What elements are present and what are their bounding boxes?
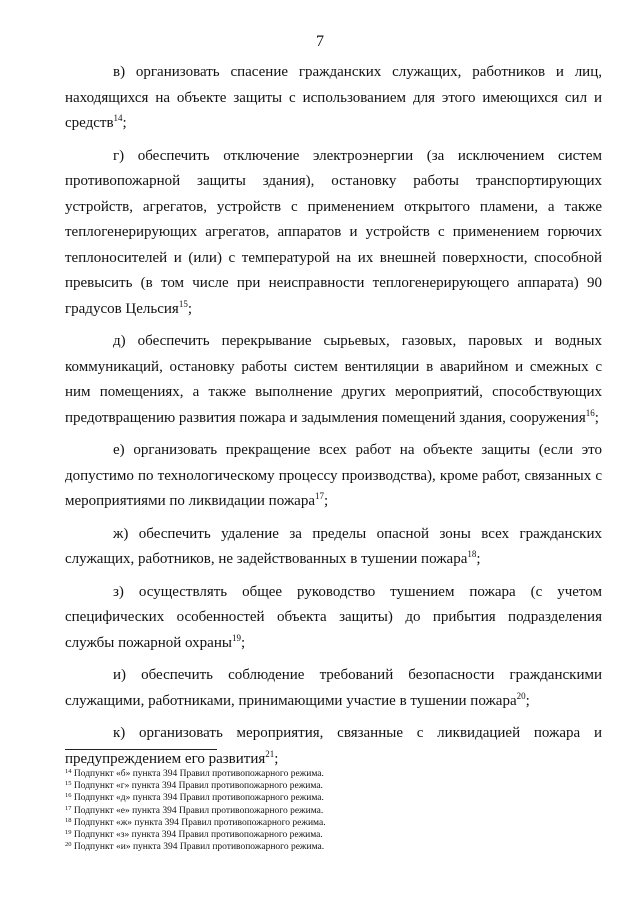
footnote: [65, 805, 602, 817]
paragraph-e: [65, 438, 602, 515]
body-text: [65, 60, 602, 779]
paragraph-text: д) обеспечить перекрывание сырьевых, газовых, паровых и водных коммуникаций, остановку работы систем вентиляции в аварийном и смежных с ним помещениях, а также выполнение других мероприятий, способствующих предотвращению развития пожара и задымления помещений здания, сооружения: [65, 333, 602, 426]
page-number: 7: [316, 33, 324, 50]
footnote: [65, 780, 602, 792]
footnote-ref: 20: [516, 690, 526, 701]
paragraph-text: ж) обеспечить удаление за пределы опасной зоны всех гражданских служащих, работников, не задействованных в тушении пожара: [65, 525, 602, 567]
footnote-ref: 21: [265, 748, 275, 759]
paragraph-tail: ;: [187, 300, 193, 317]
paragraph-tail: ;: [525, 692, 530, 709]
paragraph-text: е) организовать прекращение всех работ на объекте защиты (если это допустимо по технологическому процессу производства), кроме работ, связанных с мероприятиями по ликвидации пожара: [65, 442, 602, 509]
paragraph-text: и) обеспечить соблюдение требований безопасности гражданскими служащими, работниками, принимающими участие в тушении пожара: [65, 667, 602, 709]
paragraph-tail: ;: [476, 551, 481, 567]
footnote-ref: 18: [467, 549, 477, 559]
footnote-text: Подпункт «г» пункта 394 Правил противопожарного режима.: [73, 781, 323, 792]
footnote-number: 20: [65, 841, 72, 849]
footnotes: [65, 768, 602, 853]
paragraph-tail: ;: [240, 634, 246, 651]
footnote: [65, 792, 602, 804]
footnote-number: 16: [65, 792, 72, 800]
paragraph-g: [65, 144, 602, 323]
paragraph-k: [65, 721, 602, 772]
paragraph-tail: ;: [594, 409, 599, 426]
footnote-ref: 14: [113, 113, 123, 123]
paragraph-i: [65, 663, 602, 714]
paragraph-tail: ;: [324, 493, 329, 509]
paragraph-zh: [65, 522, 602, 573]
paragraph-tail: ;: [122, 115, 127, 131]
footnote-ref: 19: [231, 632, 241, 643]
footnote-divider: [65, 749, 217, 750]
footnote: [65, 768, 602, 780]
footnote-number: 18: [65, 816, 72, 824]
paragraph-text: г) обеспечить отключение электроэнергии (за исключением систем противопожарной защиты здания), остановку работы транспортирующих устройств, агрегатов, устройств с применением открытого пламени, а также теплогенерирующих агрегатов, аппаратов и устройств с применением горючих теплоносителей и (или) с температурой на их внешней поверхности, способной превысить (в том числе при неисправности теплогенерирующего аппарата) 90 градусов Цельсия: [65, 147, 602, 317]
paragraph-text: к) организовать мероприятия, связанные с ликвидацией пожара и предупреждением его развития: [65, 725, 602, 767]
paragraph-text: в) организовать спасение гражданских служащих, работников и лиц, находящихся на объекте защиты с использованием для этого имеющихся сил и средств: [65, 64, 602, 131]
paragraph-tail: ;: [274, 750, 279, 767]
footnote-text: Подпункт «и» пункта 394 Правил противопожарного режима.: [73, 842, 325, 853]
footnote-number: 14: [65, 768, 72, 775]
footnote-text: Подпункт «д» пункта 394 Правил противопожарного режима.: [73, 793, 324, 804]
paragraph-v: [65, 60, 602, 137]
footnote: [65, 817, 602, 829]
footnote-text: Подпункт «ж» пункта 394 Правил противопожарного режима.: [73, 817, 326, 828]
paragraph-d: [65, 329, 602, 431]
paragraph-text: з) осуществлять общее руководство тушением пожара (с учетом специфических особенностей объекта защиты) до прибытия подразделения службы пожарной охраны: [65, 583, 602, 651]
paragraph-z: [65, 580, 602, 657]
footnote-text: Подпункт «е» пункта 394 Правил противопожарного режима.: [73, 805, 324, 816]
footnote-ref: 17: [315, 491, 324, 501]
footnote-ref: 15: [178, 298, 188, 309]
footnote-number: 19: [65, 829, 72, 837]
footnote-number: 15: [65, 780, 72, 788]
footnote-text: Подпункт «б» пункта 394 Правил противопожарного режима.: [73, 769, 324, 779]
footnote: [65, 829, 602, 841]
footnote-number: 17: [65, 804, 72, 812]
footnote-text: Подпункт «з» пункта 394 Правил противопожарного режима.: [73, 830, 323, 841]
footnote: [65, 841, 602, 853]
footnote-ref: 16: [585, 407, 595, 418]
